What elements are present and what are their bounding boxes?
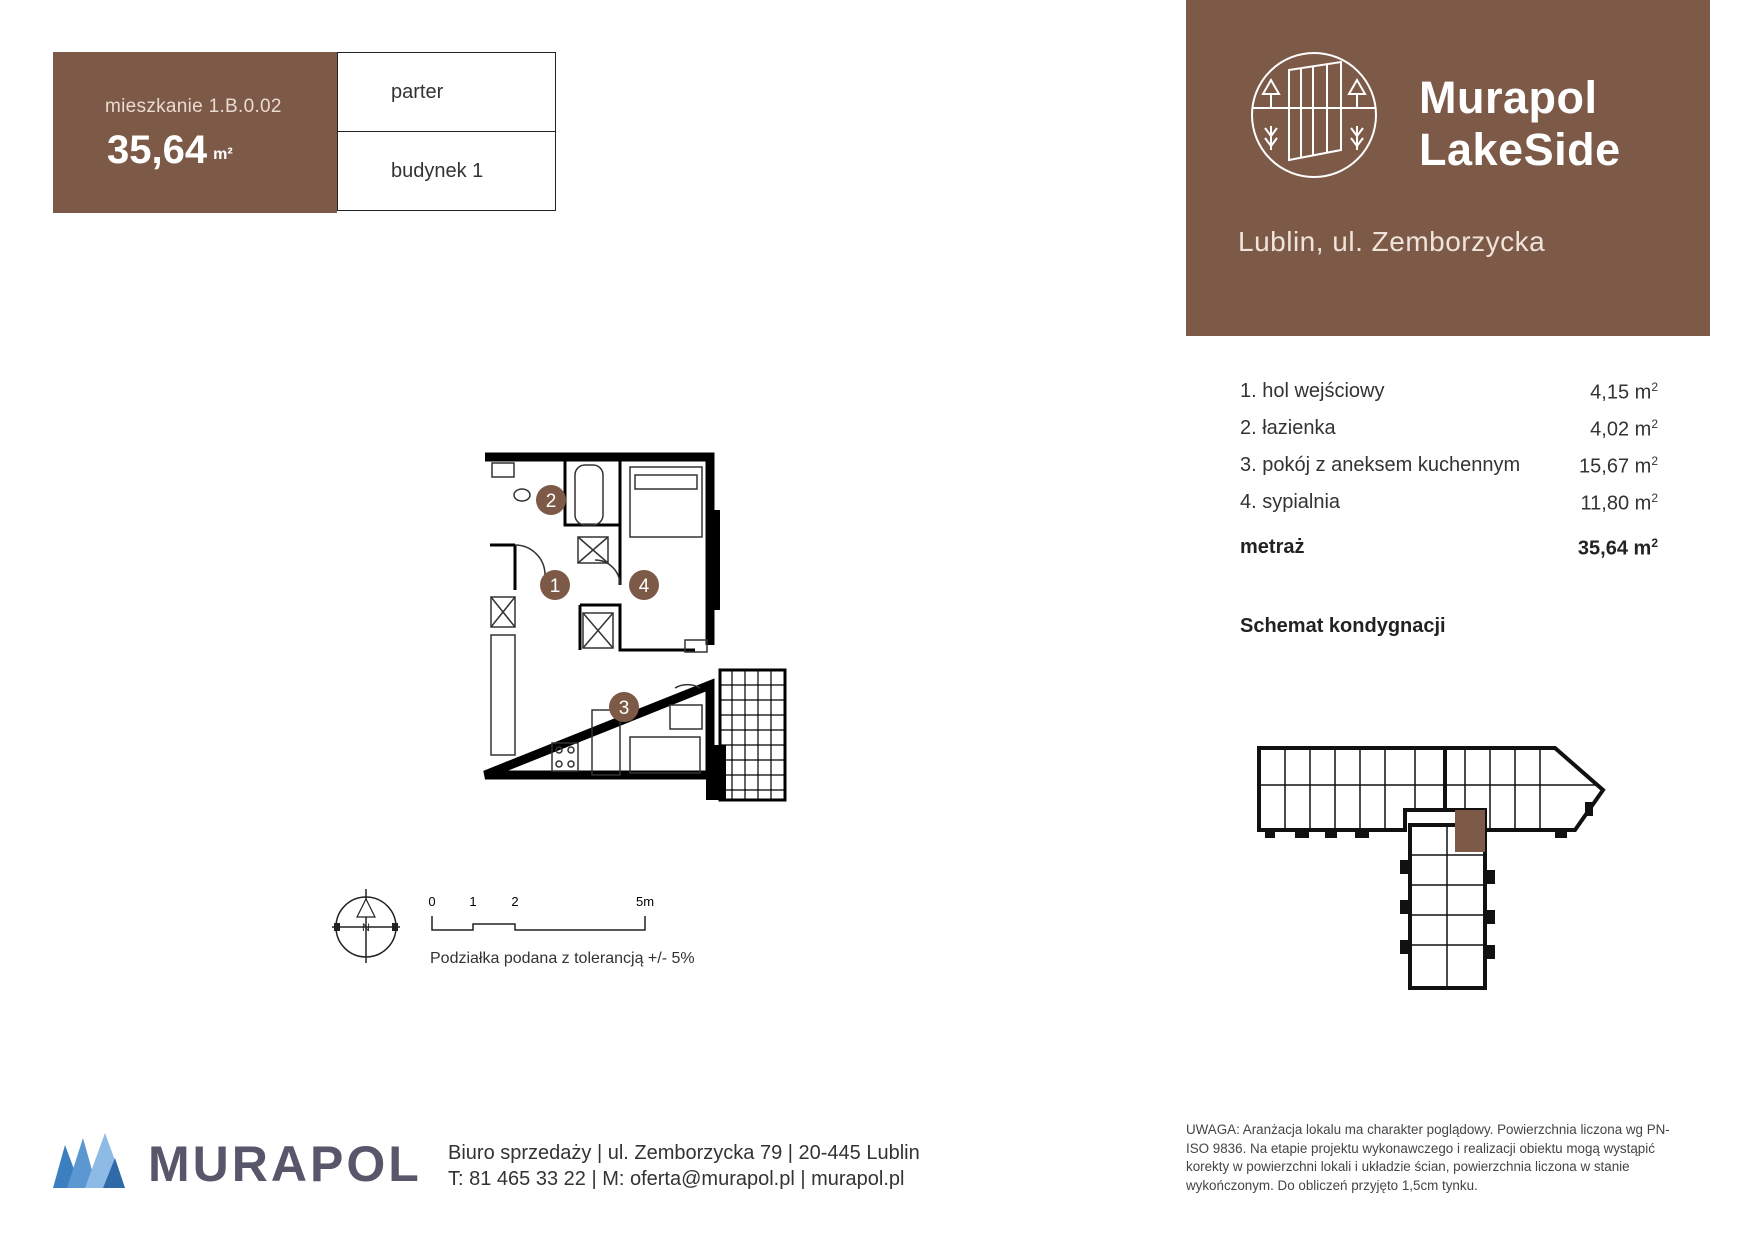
- total-row: metraż 35,64 $m^2$: [1240, 536, 1658, 560]
- room-marker-text: 3: [618, 698, 630, 719]
- schematic-title: Schemat kondygnacji: [1240, 615, 1446, 637]
- brand-panel: [1186, 0, 1710, 336]
- office-contact: T: 81 465 33 22 | M: oferta@murapol.pl | murapol.pl: [448, 1168, 905, 1190]
- room-marker-text: 1: [549, 576, 561, 597]
- room-marker-text: 4: [638, 576, 650, 597]
- building-schematic: [1255, 740, 1645, 1015]
- room-row: 2. łazienka 4,02 $m^2$: [1240, 417, 1658, 441]
- unit-label: mieszkanie 1.B.0.02: [105, 96, 282, 117]
- rooms-table: [1240, 380, 1658, 561]
- murapol-logo-icon: [53, 1133, 125, 1188]
- outer-walls: [485, 457, 710, 775]
- balcony: [720, 670, 785, 800]
- unit-highlight: [1455, 810, 1485, 852]
- svg-text:5m: 5m: [635, 894, 655, 909]
- wall-pillar: [706, 745, 726, 800]
- unit-area: 35,64 $^{m^2}$: [107, 128, 233, 172]
- disclaimer-note: UWAGA: Aranżacja lokalu ma charakter poglądowy. Powierzchnia liczona wg PN-ISO 9836. Na etapie projektu wykonawczego i realizacji obiektu mogą wystąpić korekty w powierzchni lokali i układzie ścian, powierzchnia liczona w stanie wykończonym. Do obliczeń przyjęto 1,5cm tynku.: [1186, 1122, 1670, 1193]
- svg-text:N: N: [362, 922, 370, 934]
- wall-pillar: [708, 510, 720, 610]
- brand-location: Lublin, ul. Zemborzycka: [1238, 226, 1546, 257]
- svg-text:1: 1: [469, 894, 477, 909]
- svg-text:2: 2: [511, 894, 519, 909]
- room-row: 4. sypialnia 11,80 $m^2$: [1240, 491, 1658, 515]
- scale-note: Podziałka podana z tolerancją +/- 5%: [430, 950, 695, 967]
- room-row: 1. hol wejściowy 4,15 $m^2$: [1240, 380, 1658, 404]
- scale-bar: [425, 890, 665, 940]
- compass-icon: [326, 885, 406, 965]
- room-row: 3. pokój z aneksem kuchennym 15,67 $m^2$: [1240, 454, 1658, 478]
- unit-summary: [53, 52, 337, 213]
- office-address: Biuro sprzedaży | ul. Zemborzycka 79 | 20-445 Lublin: [448, 1142, 920, 1164]
- svg-text:0: 0: [428, 894, 436, 909]
- floor-cell: parter: [337, 52, 556, 132]
- building-cell: budynek 1: [337, 131, 556, 211]
- brand-title: Murapol LakeSide: [1419, 72, 1621, 175]
- room-marker-text: 2: [545, 491, 557, 512]
- floor-plan: [470, 445, 800, 825]
- murapol-logo-text: MURAPOL: [148, 1136, 422, 1192]
- lakeside-logo-icon: [1249, 50, 1379, 180]
- sales-office-info: [448, 1140, 920, 1192]
